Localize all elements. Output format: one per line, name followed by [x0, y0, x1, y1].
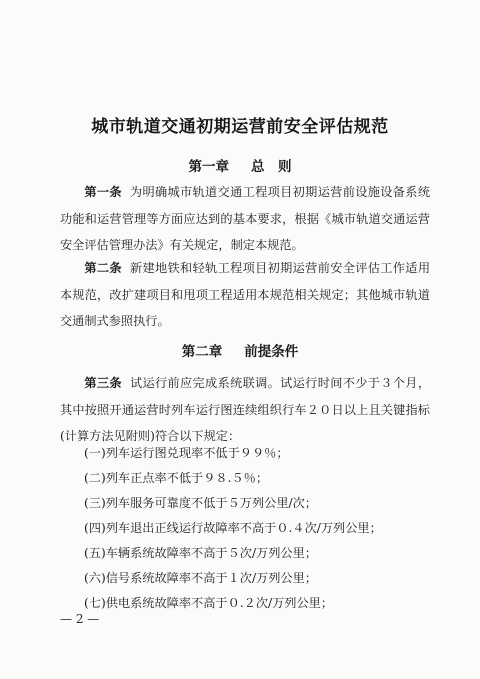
chapter-1-name: 总 则	[251, 159, 292, 175]
article-3-label: 第三条	[84, 376, 122, 390]
list-item: (五)车辆系统故障率不高于５次/万列公里；	[84, 546, 317, 560]
page-number: — 2 —	[60, 612, 100, 626]
article-2-text: 新建地铁和轻轨工程项目初期运营前安全评估工作适用本规范，改扩建项目和甩项工程适用本规范相关规定；其他城市轨道交通制式参照执行。	[60, 261, 431, 328]
chapter-1-number: 第一章	[188, 159, 229, 175]
list-item: (三)列车服务可靠度不低于５万列公里/次；	[84, 496, 317, 510]
chapter-2-heading	[0, 340, 480, 360]
list-item: (七)供电系统故障率不高于０.２次/万列公里；	[84, 596, 334, 610]
list-item: (一)列车运行图兑现率不低于９９％；	[84, 446, 289, 460]
article-2-label: 第二条	[84, 261, 122, 275]
article-1-label: 第一条	[84, 185, 122, 199]
list-item: (六)信号系统故障率不高于１次/万列公里；	[84, 571, 317, 585]
list-item: (二)列车正点率不低于９８.５％；	[84, 471, 269, 485]
article-1-text: 为明确城市轨道交通工程项目初期运营前设施设备系统功能和运营管理等方面应达到的基本要求，根据《城市轨道交通运营安全评估管理办法》有关规定，制定本规范。	[60, 185, 431, 252]
chapter-2-name: 前提条件	[244, 344, 299, 360]
list-item: (四)列车退出正线运行故障率不高于０.４次/万列公里；	[84, 521, 382, 535]
document-title: 城市轨道交通初期运营前安全评估规范	[91, 117, 389, 137]
article-2	[60, 255, 430, 335]
article-3	[60, 370, 430, 450]
chapter-2-number: 第二章	[181, 344, 223, 360]
chapter-1-heading	[0, 155, 480, 175]
article-1	[60, 179, 430, 259]
article-3-text: 试运行前应完成系统联调。试运行时间不少于３个月，其中按照开通运营时列车运行图连续组织行车２０日以上且关键指标(计算方法见附则)符合以下规定：	[60, 376, 431, 443]
